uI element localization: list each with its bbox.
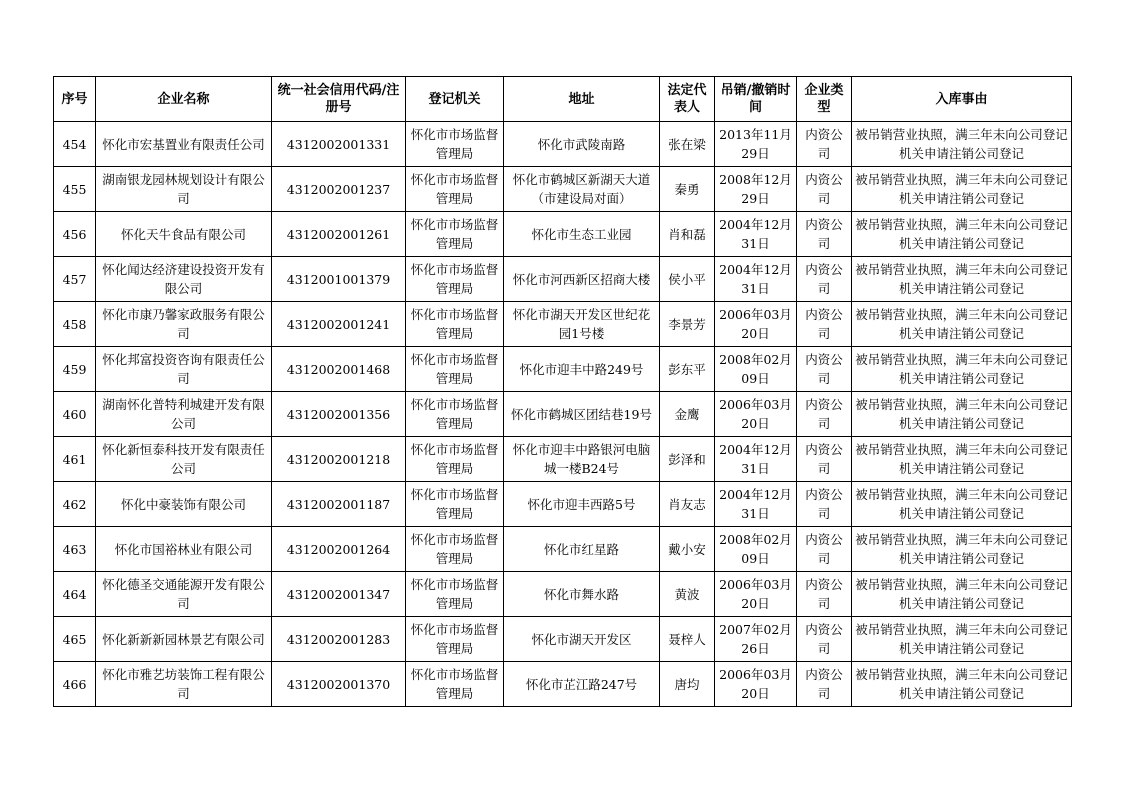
serial-number-cell: 463 (54, 527, 96, 572)
registration-authority-cell: 怀化市市场监督管理局 (406, 527, 504, 572)
table-row (54, 212, 1072, 257)
listing-reason-cell: 被吊销营业执照，满三年未向公司登记机关申请注销公司登记 (852, 212, 1072, 257)
enterprise-type-cell: 内资公司 (797, 437, 852, 482)
table-row (54, 662, 1072, 707)
registration-authority-cell: 怀化市市场监督管理局 (406, 212, 504, 257)
registration-authority-cell: 怀化市市场监督管理局 (406, 347, 504, 392)
table-row (54, 572, 1072, 617)
address-cell: 怀化市生态工业园 (504, 212, 660, 257)
legal-representative-cell: 唐均 (660, 662, 715, 707)
address-cell: 怀化市迎丰西路5号 (504, 482, 660, 527)
credit-code-cell: 4312002001331 (272, 122, 406, 167)
serial-number-cell: 458 (54, 302, 96, 347)
serial-number-cell: 464 (54, 572, 96, 617)
company-name-cell: 怀化新恒泰科技开发有限责任公司 (96, 437, 272, 482)
legal-representative-cell: 彭东平 (660, 347, 715, 392)
company-name-cell: 湖南银龙园林规划设计有限公司 (96, 167, 272, 212)
serial-number-cell: 466 (54, 662, 96, 707)
listing-reason-cell: 被吊销营业执照，满三年未向公司登记机关申请注销公司登记 (852, 437, 1072, 482)
address-cell: 怀化市迎丰中路249号 (504, 347, 660, 392)
enterprise-type-cell: 内资公司 (797, 572, 852, 617)
company-name-cell: 怀化市康乃馨家政服务有限公司 (96, 302, 272, 347)
legal-representative-cell: 侯小平 (660, 257, 715, 302)
table-row (54, 302, 1072, 347)
revocation-date-cell: 2006年03月20日 (715, 662, 797, 707)
credit-code-cell: 4312002001468 (272, 347, 406, 392)
company-name-cell: 怀化闻达经济建设投资开发有限公司 (96, 257, 272, 302)
address-cell: 怀化市迎丰中路银河电脑城一楼B24号 (504, 437, 660, 482)
registration-authority-cell: 怀化市市场监督管理局 (406, 482, 504, 527)
legal-representative-cell: 彭泽和 (660, 437, 715, 482)
enterprise-type-cell: 内资公司 (797, 347, 852, 392)
registration-authority-cell: 怀化市市场监督管理局 (406, 122, 504, 167)
registration-authority-cell: 怀化市市场监督管理局 (406, 572, 504, 617)
header-legal-representative: 法定代表人 (660, 77, 715, 122)
listing-reason-cell: 被吊销营业执照，满三年未向公司登记机关申请注销公司登记 (852, 482, 1072, 527)
credit-code-cell: 4312001001379 (272, 257, 406, 302)
table-row (54, 257, 1072, 302)
revocation-date-cell: 2004年12月31日 (715, 482, 797, 527)
credit-code-cell: 4312002001264 (272, 527, 406, 572)
enterprise-type-cell: 内资公司 (797, 167, 852, 212)
enterprise-type-cell: 内资公司 (797, 122, 852, 167)
header-serial-number: 序号 (54, 77, 96, 122)
legal-representative-cell: 金鹰 (660, 392, 715, 437)
company-name-cell: 怀化天牛食品有限公司 (96, 212, 272, 257)
company-name-cell: 怀化德圣交通能源开发有限公司 (96, 572, 272, 617)
company-name-cell: 怀化新新新园林景艺有限公司 (96, 617, 272, 662)
legal-representative-cell: 聂梓人 (660, 617, 715, 662)
revocation-date-cell: 2006年03月20日 (715, 392, 797, 437)
listing-reason-cell: 被吊销营业执照，满三年未向公司登记机关申请注销公司登记 (852, 257, 1072, 302)
address-cell: 怀化市芷江路247号 (504, 662, 660, 707)
address-cell: 怀化市湖天开发区世纪花园1号楼 (504, 302, 660, 347)
registration-authority-cell: 怀化市市场监督管理局 (406, 437, 504, 482)
credit-code-cell: 4312002001283 (272, 617, 406, 662)
table-row (54, 392, 1072, 437)
serial-number-cell: 459 (54, 347, 96, 392)
revocation-date-cell: 2008年02月09日 (715, 527, 797, 572)
registration-authority-cell: 怀化市市场监督管理局 (406, 617, 504, 662)
registration-authority-cell: 怀化市市场监督管理局 (406, 167, 504, 212)
revocation-date-cell: 2007年02月26日 (715, 617, 797, 662)
legal-representative-cell: 黄波 (660, 572, 715, 617)
registration-authority-cell: 怀化市市场监督管理局 (406, 302, 504, 347)
revocation-date-cell: 2008年12月29日 (715, 167, 797, 212)
credit-code-cell: 4312002001370 (272, 662, 406, 707)
credit-code-cell: 4312002001261 (272, 212, 406, 257)
company-name-cell: 怀化邦富投资咨询有限责任公司 (96, 347, 272, 392)
table-row (54, 122, 1072, 167)
table-row (54, 347, 1072, 392)
address-cell: 怀化市河西新区招商大楼 (504, 257, 660, 302)
address-cell: 怀化市湖天开发区 (504, 617, 660, 662)
credit-code-cell: 4312002001347 (272, 572, 406, 617)
table-header-row (54, 77, 1072, 122)
header-revocation-date: 吊销/撤销时间 (715, 77, 797, 122)
company-name-cell: 怀化中豪装饰有限公司 (96, 482, 272, 527)
serial-number-cell: 457 (54, 257, 96, 302)
revoked-enterprise-table (53, 76, 1072, 707)
company-name-cell: 怀化市雅艺坊装饰工程有限公司 (96, 662, 272, 707)
serial-number-cell: 465 (54, 617, 96, 662)
table-row (54, 167, 1072, 212)
company-name-cell: 怀化市国裕林业有限公司 (96, 527, 272, 572)
listing-reason-cell: 被吊销营业执照，满三年未向公司登记机关申请注销公司登记 (852, 662, 1072, 707)
serial-number-cell: 460 (54, 392, 96, 437)
table-row (54, 482, 1072, 527)
enterprise-type-cell: 内资公司 (797, 662, 852, 707)
company-name-cell: 怀化市宏基置业有限责任公司 (96, 122, 272, 167)
revocation-date-cell: 2004年12月31日 (715, 257, 797, 302)
credit-code-cell: 4312002001241 (272, 302, 406, 347)
listing-reason-cell: 被吊销营业执照，满三年未向公司登记机关申请注销公司登记 (852, 527, 1072, 572)
header-address: 地址 (504, 77, 660, 122)
header-registration-authority: 登记机关 (406, 77, 504, 122)
listing-reason-cell: 被吊销营业执照，满三年未向公司登记机关申请注销公司登记 (852, 617, 1072, 662)
listing-reason-cell: 被吊销营业执照，满三年未向公司登记机关申请注销公司登记 (852, 392, 1072, 437)
address-cell: 怀化市鹤城区团结巷19号 (504, 392, 660, 437)
legal-representative-cell: 张在梁 (660, 122, 715, 167)
table-body (54, 122, 1072, 707)
table-row (54, 617, 1072, 662)
listing-reason-cell: 被吊销营业执照，满三年未向公司登记机关申请注销公司登记 (852, 347, 1072, 392)
revocation-date-cell: 2008年02月09日 (715, 347, 797, 392)
registration-authority-cell: 怀化市市场监督管理局 (406, 257, 504, 302)
enterprise-type-cell: 内资公司 (797, 392, 852, 437)
credit-code-cell: 4312002001356 (272, 392, 406, 437)
revocation-date-cell: 2006年03月20日 (715, 302, 797, 347)
header-credit-code: 统一社会信用代码/注册号 (272, 77, 406, 122)
header-enterprise-type: 企业类型 (797, 77, 852, 122)
address-cell: 怀化市鹤城区新湖天大道（市建设局对面） (504, 167, 660, 212)
legal-representative-cell: 戴小安 (660, 527, 715, 572)
table-row (54, 527, 1072, 572)
listing-reason-cell: 被吊销营业执照，满三年未向公司登记机关申请注销公司登记 (852, 122, 1072, 167)
listing-reason-cell: 被吊销营业执照，满三年未向公司登记机关申请注销公司登记 (852, 167, 1072, 212)
serial-number-cell: 455 (54, 167, 96, 212)
credit-code-cell: 4312002001187 (272, 482, 406, 527)
legal-representative-cell: 李景芳 (660, 302, 715, 347)
legal-representative-cell: 秦勇 (660, 167, 715, 212)
header-listing-reason: 入库事由 (852, 77, 1072, 122)
table-row (54, 437, 1072, 482)
enterprise-type-cell: 内资公司 (797, 212, 852, 257)
address-cell: 怀化市舞水路 (504, 572, 660, 617)
address-cell: 怀化市武陵南路 (504, 122, 660, 167)
enterprise-type-cell: 内资公司 (797, 257, 852, 302)
address-cell: 怀化市红星路 (504, 527, 660, 572)
revocation-date-cell: 2004年12月31日 (715, 212, 797, 257)
legal-representative-cell: 肖友志 (660, 482, 715, 527)
listing-reason-cell: 被吊销营业执照，满三年未向公司登记机关申请注销公司登记 (852, 572, 1072, 617)
serial-number-cell: 462 (54, 482, 96, 527)
enterprise-type-cell: 内资公司 (797, 617, 852, 662)
registration-authority-cell: 怀化市市场监督管理局 (406, 662, 504, 707)
revocation-date-cell: 2006年03月20日 (715, 572, 797, 617)
listing-reason-cell: 被吊销营业执照，满三年未向公司登记机关申请注销公司登记 (852, 302, 1072, 347)
credit-code-cell: 4312002001237 (272, 167, 406, 212)
credit-code-cell: 4312002001218 (272, 437, 406, 482)
enterprise-type-cell: 内资公司 (797, 482, 852, 527)
registration-authority-cell: 怀化市市场监督管理局 (406, 392, 504, 437)
serial-number-cell: 461 (54, 437, 96, 482)
enterprise-type-cell: 内资公司 (797, 302, 852, 347)
company-name-cell: 湖南怀化普特利城建开发有限公司 (96, 392, 272, 437)
revocation-date-cell: 2013年11月29日 (715, 122, 797, 167)
serial-number-cell: 454 (54, 122, 96, 167)
revocation-date-cell: 2004年12月31日 (715, 437, 797, 482)
header-company-name: 企业名称 (96, 77, 272, 122)
serial-number-cell: 456 (54, 212, 96, 257)
legal-representative-cell: 肖和磊 (660, 212, 715, 257)
enterprise-type-cell: 内资公司 (797, 527, 852, 572)
